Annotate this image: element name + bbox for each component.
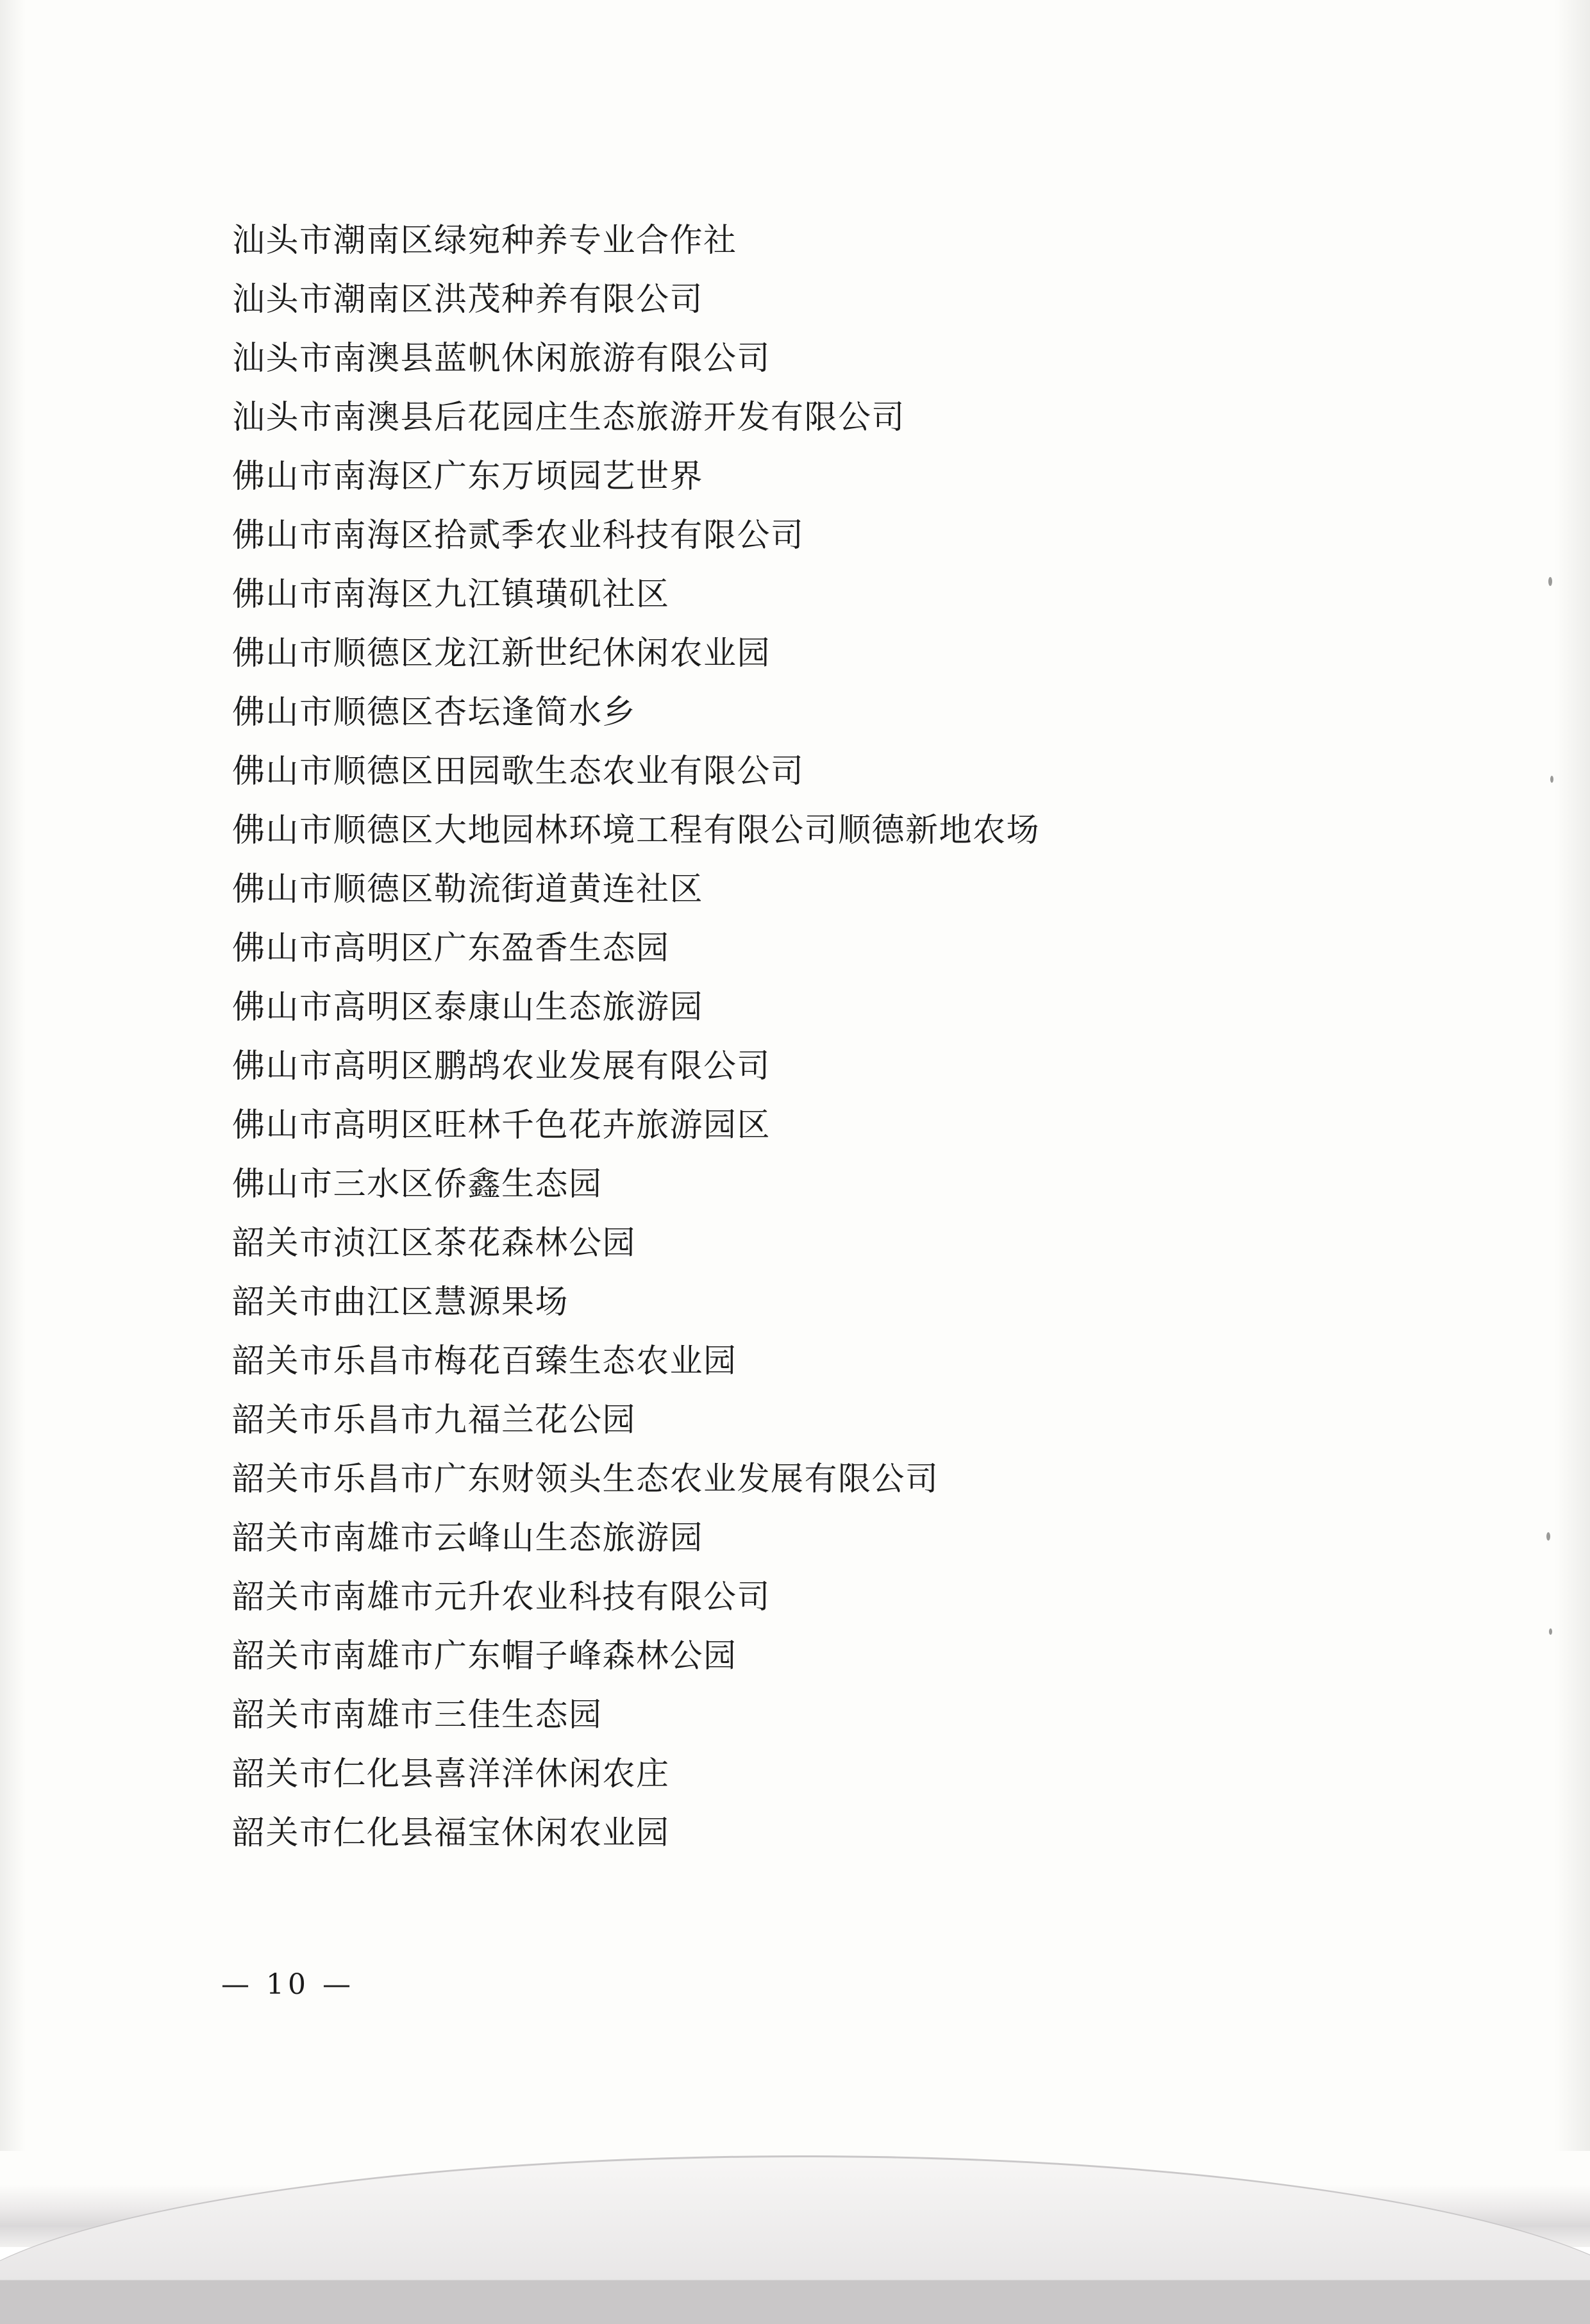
list-item: 韶关市南雄市元升农业科技有限公司 [232,1578,771,1616]
scan-speck [1546,1532,1550,1541]
list-item: 佛山市高明区泰康山生态旅游园 [232,989,704,1026]
scan-speck [1548,577,1552,586]
scan-speck [1550,776,1553,783]
list-item: 汕头市潮南区洪茂种养有限公司 [232,281,704,319]
list-item: 韶关市南雄市广东帽子峰森林公园 [232,1637,737,1675]
list-item: 佛山市顺德区龙江新世纪休闲农业园 [232,635,771,673]
page-left-edge-shading [0,0,26,2247]
list-item: 汕头市南澳县蓝帆休闲旅游有限公司 [232,340,771,378]
list-item: 佛山市南海区九江镇璜矶社区 [232,576,670,614]
document-list [232,212,1386,1863]
page-bottom-curl [0,2151,1590,2247]
list-item: 佛山市高明区鹏鸪农业发展有限公司 [232,1048,771,1085]
list-item: 佛山市高明区广东盈香生态园 [232,930,670,967]
list-item: 韶关市南雄市云峰山生态旅游园 [232,1519,704,1557]
page-right-edge-shading [1555,0,1590,2247]
list-item: 佛山市顺德区大地园林环境工程有限公司顺德新地农场 [232,812,1041,849]
list-item: 韶关市仁化县福宝休闲农业园 [232,1814,670,1852]
list-item: 佛山市南海区拾贰季农业科技有限公司 [232,517,805,555]
list-item: 佛山市高明区旺林千色花卉旅游园区 [232,1107,771,1144]
list-item: 汕头市南澳县后花园庄生态旅游开发有限公司 [232,399,906,437]
list-item: 韶关市浈江区茶花森林公园 [232,1225,637,1262]
list-item: 汕头市潮南区绿宛种养专业合作社 [232,222,737,260]
list-item: 佛山市三水区侨鑫生态园 [232,1166,603,1203]
scan-speck [1549,1628,1552,1635]
list-item: 韶关市仁化县喜洋洋休闲农庄 [232,1755,670,1793]
page-curl-shape [0,2155,1590,2324]
list-item: 韶关市南雄市三佳生态园 [232,1696,603,1734]
page-number: — 10 — [221,1968,355,2001]
list-item: 韶关市乐昌市广东财领头生态农业发展有限公司 [232,1460,939,1498]
list-item: 韶关市乐昌市九福兰花公园 [232,1401,637,1439]
list-item: 佛山市顺德区勒流街道黄连社区 [232,871,704,908]
list-item: 佛山市顺德区杏坛逢简水乡 [232,694,637,731]
list-item: 韶关市曲江区慧源果场 [232,1283,569,1321]
list-item: 佛山市顺德区田园歌生态农业有限公司 [232,753,805,790]
list-item: 韶关市乐昌市梅花百臻生态农业园 [232,1342,737,1380]
list-item: 佛山市南海区广东万顷园艺世界 [232,458,704,496]
